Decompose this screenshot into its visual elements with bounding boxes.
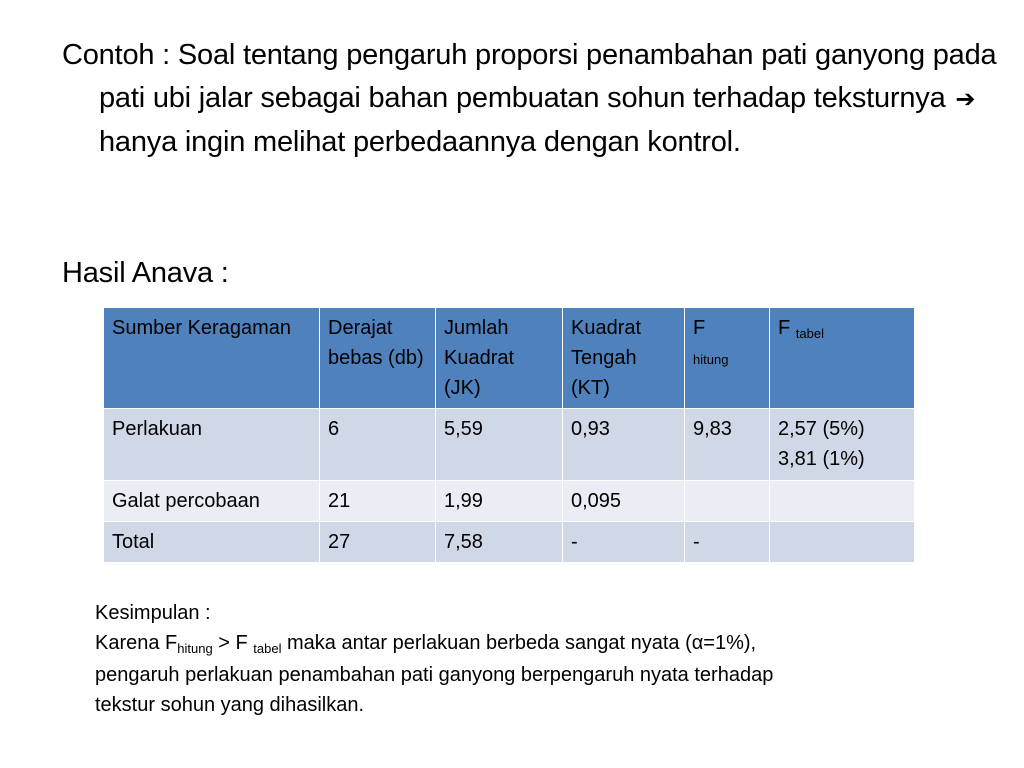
table-row [104,481,915,522]
header-f-tabel: F $_{tabel}$ [770,308,915,409]
table-cell: 21 [320,481,436,522]
intro-paragraph [62,34,999,164]
conclusion-block [95,598,815,720]
header-kuadrat-tengah: Kuadrat Tengah (KT) [563,308,685,409]
table-cell: Galat percobaan [104,481,320,522]
table-cell: 6 [320,409,436,481]
header-sumber-keragaman: Sumber Keragaman [104,308,320,409]
conclusion-sub-tabel: tabel [253,641,282,656]
header-f-hitung-sub: hitung [693,352,729,367]
table-cell: 2,57 (5%) 3,81 (1%) [770,409,915,481]
table-cell: - [563,522,685,563]
header-f-tabel-sub: tabel [795,326,824,341]
table-cell: 5,59 [436,409,563,481]
anava-table [103,307,915,563]
table-cell: 0,095 [563,481,685,522]
header-derajat-bebas: Derajat bebas (db) [320,308,436,409]
table-cell [685,481,770,522]
table-cell: 9,83 [685,409,770,481]
table-cell: - [685,522,770,563]
conclusion-heading: Kesimpulan : [95,602,211,624]
table-cell [770,522,915,563]
intro-text-after-arrow: hanya ingin melihat perbedaannya dengan kontrol. [99,126,741,158]
table-cell: Perlakuan [104,409,320,481]
table-cell: 0,93 [563,409,685,481]
table-header-row [104,308,915,409]
arrow-right-icon: ➔ [955,86,976,113]
table-row [104,522,915,563]
table-cell [770,481,915,522]
conclusion-sub-hitung: hitung [177,641,213,656]
hasil-anava-heading: Hasil Anava : [62,257,229,289]
table-cell: 27 [320,522,436,563]
header-jumlah-kuadrat: Jumlah Kuadrat (JK) [436,308,563,409]
intro-text-before-arrow: Contoh : Soal tentang pengaruh proporsi penambahan pati ganyong pada pati ubi jalar sebagai bahan pembuatan sohun terhadap teksturnya [62,39,997,114]
table-cell: 1,99 [436,481,563,522]
conclusion-body: Karena $F_{hitung} > F$ $_{tabel}$ maka antar perlakuan berbeda sangat nyata (α=1%), pengaruh perlakuan penambahan pati ganyong berpengaruh nyata terhadap tekstur sohun yang dihasilkan. [95,632,774,716]
table-cell: 7,58 [436,522,563,563]
table-cell: Total [104,522,320,563]
table-row [104,409,915,481]
header-f-hitung: F hitung [685,308,770,409]
